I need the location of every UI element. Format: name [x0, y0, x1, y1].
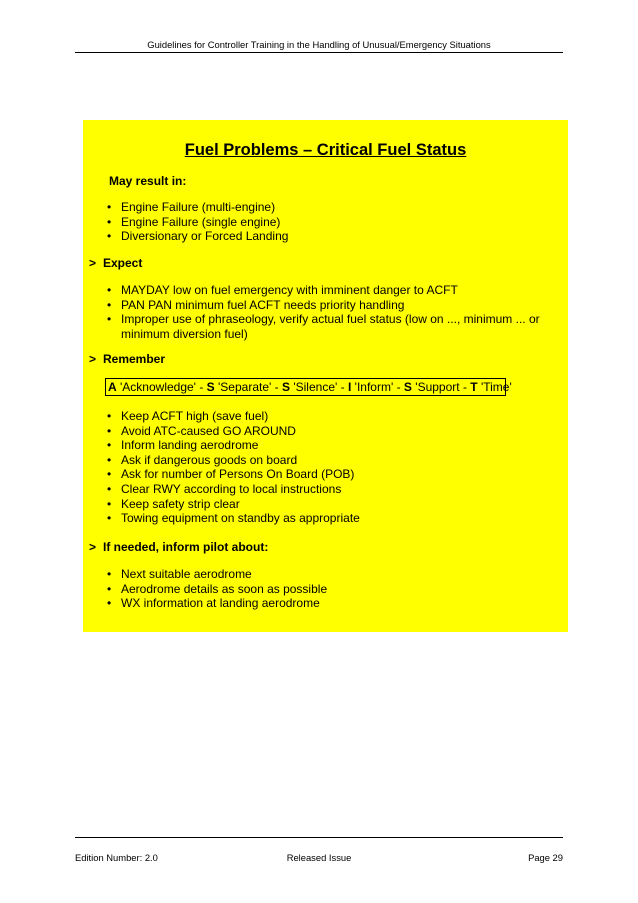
release-status: Released Issue	[286, 852, 352, 863]
assist-letter: S	[206, 380, 215, 394]
assist-letter: T	[470, 380, 478, 394]
assist-letter: I	[347, 380, 352, 394]
assist-separator: -	[195, 380, 207, 394]
list-item: • Avoid ATC-caused GO AROUND	[107, 423, 296, 438]
assist-word: 'Inform'	[354, 380, 394, 394]
assist-word: 'Acknowledge'	[120, 380, 196, 394]
list-item: • WX information at landing aerodrome	[107, 596, 320, 611]
bullet-icon: •	[107, 409, 112, 423]
assist-word: 'Time'	[480, 380, 512, 394]
bullet-icon: •	[107, 214, 112, 229]
assist-letter: A	[108, 380, 117, 394]
list-item: • Clear RWY according to local instructions	[107, 482, 342, 496]
list-item: • MAYDAY low on fuel emergency with imminent danger to ACFT	[107, 283, 458, 297]
assist-word: 'Separate'	[218, 380, 272, 394]
bullet-icon: •	[107, 423, 112, 438]
remember-heading: Remember	[103, 352, 166, 366]
bullet-icon: •	[107, 482, 112, 496]
remember-marker: >	[89, 352, 97, 366]
assist-letter: S	[281, 380, 290, 394]
expect-marker: >	[89, 256, 97, 270]
bullet-icon: •	[107, 312, 112, 327]
list-item: • Improper use of phraseology, verify actual fuel status (low on ..., minimum ... or	[107, 312, 540, 327]
assist-mnemonic-box	[105, 378, 512, 396]
bullet-icon: •	[107, 283, 112, 297]
running-header: Guidelines for Controller Training in the Handling of Unusual/Emergency Situations	[147, 39, 491, 50]
list-item: • Diversionary or Forced Landing	[107, 229, 289, 244]
bullet-icon: •	[107, 467, 112, 482]
page-number: Page 29	[528, 852, 563, 863]
bullet-icon: •	[107, 496, 112, 511]
may-result-heading: May result in:	[109, 174, 187, 188]
list-item: • Engine Failure (single engine)	[107, 214, 281, 229]
list-item: • Ask if dangerous goods on board	[107, 452, 298, 467]
expect-heading: Expect	[103, 256, 143, 270]
edition-number: Edition Number: 2.0	[75, 852, 158, 863]
list-item-continuation: minimum diversion fuel)	[121, 326, 248, 341]
panel-title: Fuel Problems – Critical Fuel Status	[184, 141, 467, 159]
assist-word: 'Support	[415, 380, 460, 394]
bullet-icon: •	[107, 229, 112, 244]
footer-divider	[75, 837, 563, 838]
list-item: • Keep safety strip clear	[107, 496, 240, 511]
assist-separator: -	[337, 380, 348, 394]
assist-separator: -	[459, 380, 471, 394]
list-item: • Engine Failure (multi-engine)	[107, 200, 276, 214]
bullet-icon: •	[107, 297, 112, 312]
bullet-icon: •	[107, 511, 112, 526]
header-divider	[75, 52, 563, 53]
inform-heading: If needed, inform pilot about:	[103, 540, 269, 554]
assist-separator: -	[271, 380, 282, 394]
bullet-icon: •	[107, 581, 112, 596]
assist-letter: S	[403, 380, 412, 394]
list-item: • PAN PAN minimum fuel ACFT needs priority handling	[107, 297, 405, 312]
bullet-icon: •	[107, 200, 112, 214]
list-item: • Inform landing aerodrome	[107, 438, 259, 453]
inform-marker: >	[89, 540, 97, 554]
list-item: • Ask for number of Persons On Board (POB)	[107, 467, 355, 482]
bullet-icon: •	[107, 567, 112, 581]
bullet-icon: •	[107, 438, 112, 453]
assist-word: 'Silence'	[293, 380, 338, 394]
list-item: • Keep ACFT high (save fuel)	[107, 409, 269, 423]
bullet-icon: •	[107, 452, 112, 467]
list-item: • Aerodrome details as soon as possible	[107, 581, 328, 596]
assist-separator: -	[393, 380, 404, 394]
bullet-icon: •	[107, 596, 112, 611]
fuel-problems-panel	[83, 120, 568, 632]
list-item: • Next suitable aerodrome	[107, 567, 252, 581]
list-item: • Towing equipment on standby as appropriate	[107, 511, 360, 526]
